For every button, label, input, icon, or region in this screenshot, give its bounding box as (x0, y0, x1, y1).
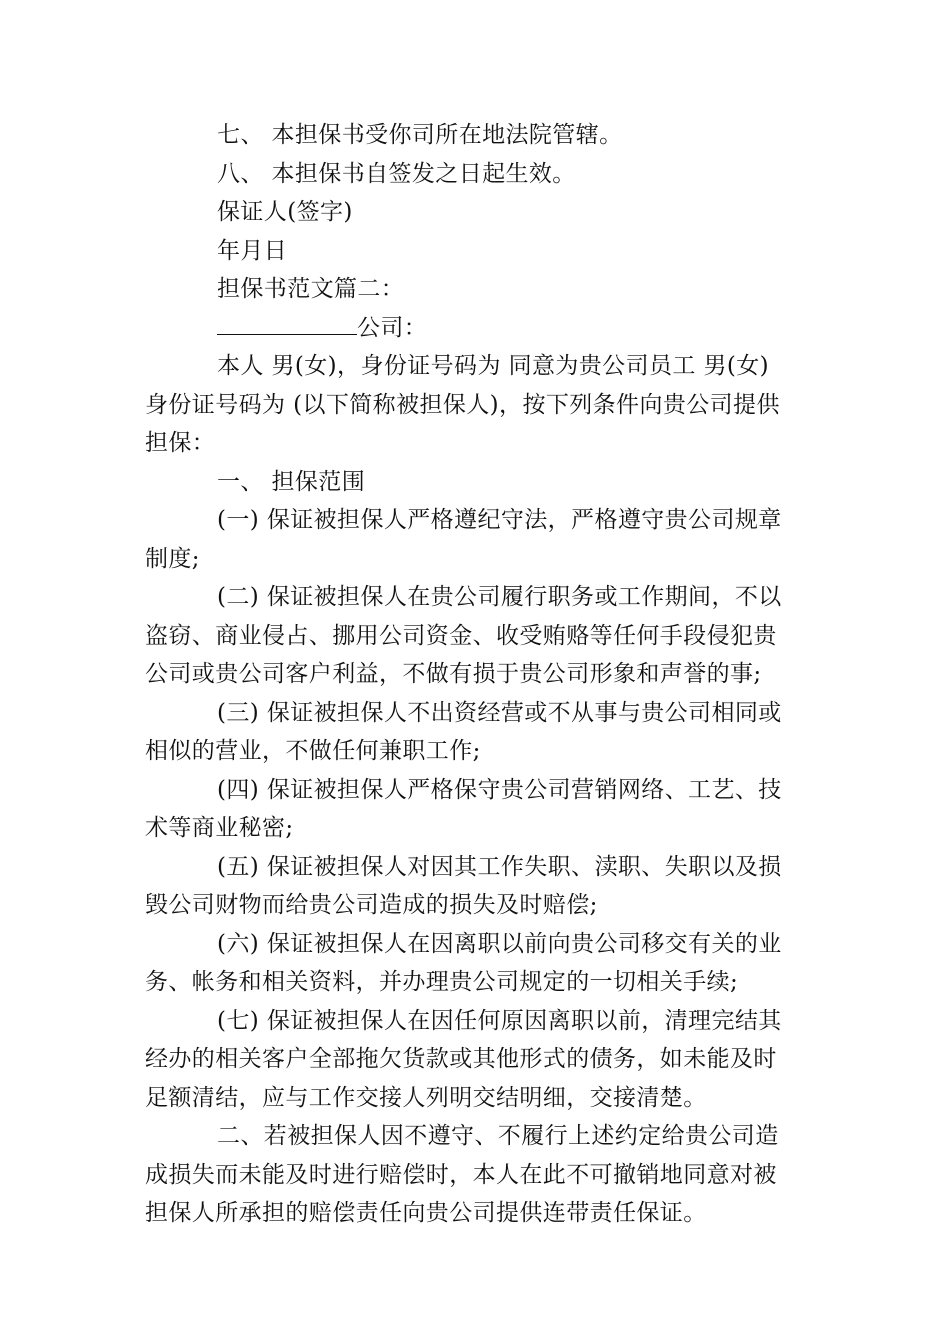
intro-paragraph (145, 347, 810, 463)
text-line: 相似的营业，不做任何兼职工作; (145, 738, 481, 764)
text-line: 成损失而未能及时进行赔偿时，本人在此不可撤销地同意对被 (145, 1161, 777, 1188)
company-name-blank (217, 310, 357, 335)
text-line: 经办的相关客户全部拖欠货款或其他形式的债务，如未能及时 (145, 1046, 777, 1072)
text-line: (一) 保证被担保人严格遵纪守法，严格遵守贵公司规章 (217, 507, 782, 533)
text-line: 担保人所承担的赔偿责任向贵公司提供连带责任保证。 (145, 1200, 707, 1226)
text-line: (三) 保证被担保人不出资经营或不从事与贵公司相同或 (217, 699, 782, 726)
text-line: (七) 保证被担保人在因任何原因离职以前，清理完结其 (217, 1007, 782, 1034)
scope-item-1 (145, 501, 810, 578)
text-line: 毁公司财物而给贵公司造成的损失及时赔偿; (145, 892, 598, 918)
text-line: 制度; (145, 545, 200, 572)
date-label: 年月日 (217, 237, 288, 264)
text-line: 足额清结，应与工作交接人列明交结明细，交接清楚。 (145, 1084, 707, 1111)
company-addressee (145, 309, 810, 348)
text-line: 本人 男(女)，身份证号码为 同意为贵公司员工 男(女) (217, 353, 770, 379)
guarantee-scope-heading: 一、 担保范围 (217, 468, 366, 495)
scope-item-2 (145, 578, 810, 694)
scope-item-7 (145, 1002, 810, 1118)
text-line: 二、若被担保人因不遵守、不履行上述约定给贵公司造 (217, 1123, 779, 1149)
text-line: (四) 保证被担保人严格保守贵公司营销网络、工艺、技 (217, 776, 782, 803)
document-body (145, 116, 810, 1233)
scope-item-4 (145, 771, 810, 848)
section-heading-sample-two: 担保书范文篇二： (217, 276, 405, 302)
text-line: (六) 保证被担保人在因离职以前向贵公司移交有关的业 (217, 930, 782, 957)
text-line: 身份证号码为 (以下简称被担保人)，按下列条件向贵公司提供 (145, 391, 780, 418)
text-line: 担保： (145, 430, 216, 456)
clause-two-liability (145, 1117, 810, 1233)
text-line: (五) 保证被担保人对因其工作失职、渎职、失职以及损 (217, 853, 782, 880)
text-line: 公司或贵公司客户利益，不做有损于贵公司形象和声誉的事; (145, 661, 762, 687)
company-suffix: 公司： (357, 314, 428, 341)
scope-item-6 (145, 925, 810, 1002)
text-line: 务、帐务和相关资料，并办理贵公司规定的一切相关手续; (145, 969, 739, 995)
text-line: 盗窃、商业侵占、挪用公司资金、收受贿赂等任何手段侵犯贵 (145, 622, 777, 649)
scope-item-5 (145, 848, 810, 925)
clause-seven: 七、 本担保书受你司所在地法院管辖。 (217, 122, 623, 148)
guarantor-signature-label: 保证人(签字) (217, 199, 353, 225)
clause-eight: 八、 本担保书自签发之日起生效。 (217, 160, 576, 187)
scope-item-3 (145, 694, 810, 771)
text-line: (二) 保证被担保人在贵公司履行职务或工作期间，不以 (217, 584, 782, 610)
text-line: 术等商业秘密; (145, 815, 294, 841)
